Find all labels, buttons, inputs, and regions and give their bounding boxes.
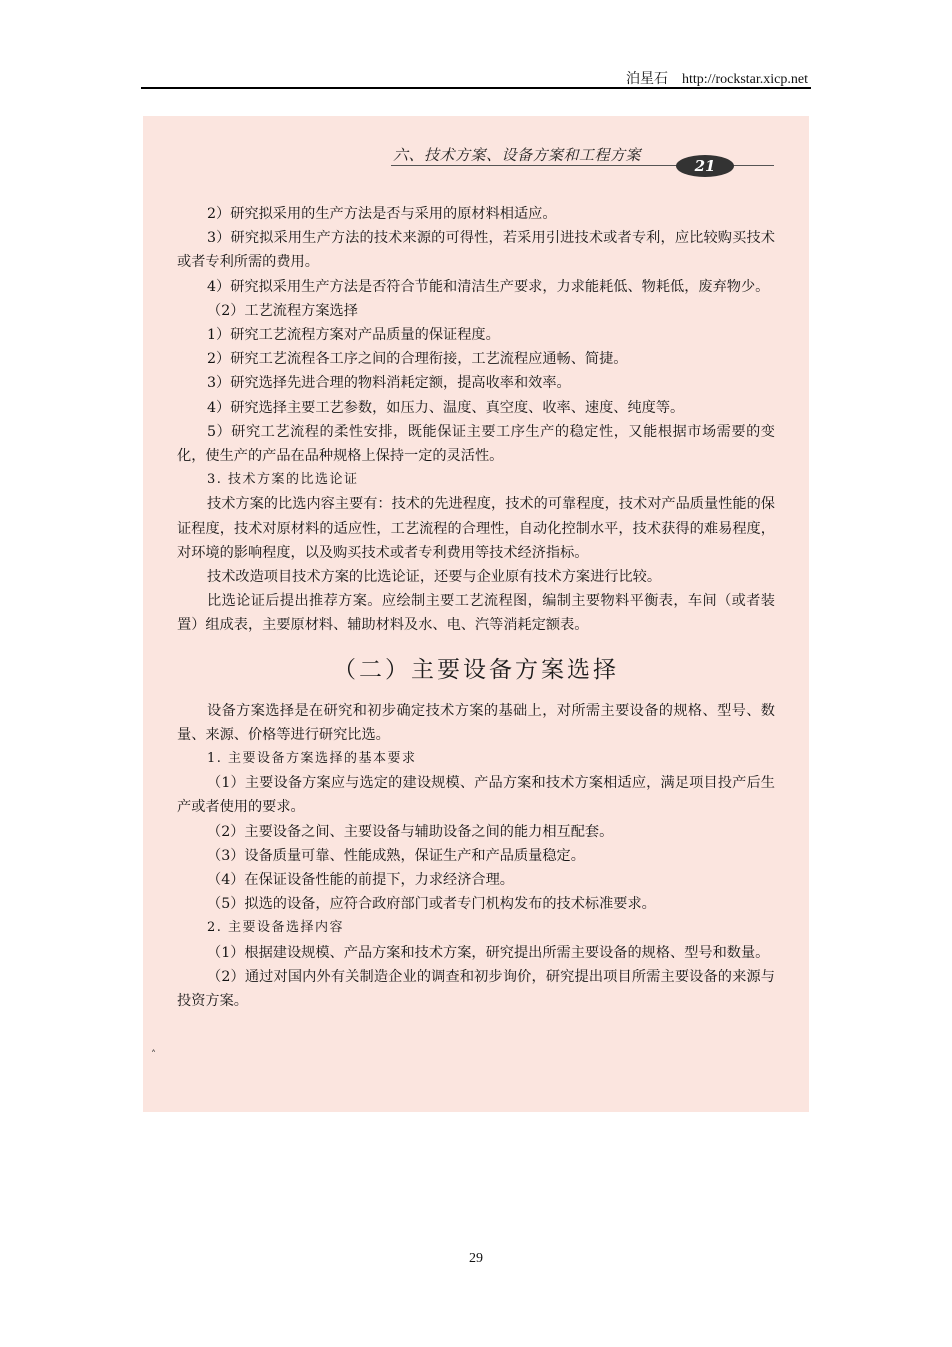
paragraph: 1）研究工艺流程方案对产品质量的保证程度。 [207,327,500,344]
paragraph: 2）研究拟采用的生产方法是否与采用的原材料相适应。 [207,206,557,222]
paragraph: （3）设备质量可靠、性能成熟，保证生产和产品质量稳定。 [207,847,585,864]
paragraph: 5）研究工艺流程的柔性安排，既能保证主要工序生产的稳定性，又能根据市场需要的变化，使生产的产品在品种规格上保持一定的灵活性。 [177,423,775,465]
header-site: 泊星石 [626,72,669,87]
paragraph: 技术方案的比选内容主要有：技术的先进程度，技术的可靠程度，技术对产品质量性能的保证程度，技术对原材料的适应性，工艺流程的合理性，自动化控制水平，技术获得的难易程度，对环境的影响程度，以及购买技术或者专利费用等技术经济指标。 [177,496,775,561]
paragraph: 4）研究选择主要工艺参数，如压力、温度、真空度、收率、速度、纯度等。 [207,399,685,416]
running-header [626,68,808,88]
scanned-page [143,116,809,1112]
paragraph: 4）研究拟采用生产方法是否符合节能和清洁生产要求，力求能耗低、物耗低，废弃物少。 [207,278,770,295]
scan-mark: ˄ [151,1050,156,1061]
paragraph: 3）研究选择先进合理的物料消耗定额，提高收率和效率。 [207,375,571,392]
subsection-heading: 2. 主要设备选择内容 [207,920,345,936]
paragraph: 3）研究拟采用生产方法的技术来源的可得性，若采用引进技术或者专利，应比较购买技术或者专利所需的费用。 [177,230,775,271]
paragraph: 技术改造项目技术方案的比选论证，还要与企业原有技术方案进行比较。 [207,569,662,586]
paragraph: 2）研究工艺流程各工序之间的合理衔接，工艺流程应通畅、简捷。 [207,351,628,368]
paragraph: （2）工艺流程方案选择 [207,302,358,319]
paragraph: （4）在保证设备性能的前提下，力求经济合理。 [207,872,514,889]
section-title: （二）主要设备方案选择 [333,656,619,683]
paragraph: （1）主要设备方案应与选定的建设规模、产品方案和技术方案相适应，满足项目投产后生产或者使用的要求。 [177,775,775,816]
paragraph: 比选论证后提出推荐方案。应绘制主要工艺流程图，编制主要物料平衡表，车间（或者装置）组成表，主要原材料、辅助材料及水、电、汽等消耗定额表。 [177,593,775,634]
subsection-heading: 3. 技术方案的比选论证 [207,472,359,488]
chapter-page-badge: 21 [676,155,734,177]
scan-body [177,202,775,1013]
paragraph: （2）主要设备之间、主要设备与辅助设备之间的能力相互配套。 [207,823,614,840]
subsection-heading: 1. 主要设备方案选择的基本要求 [207,751,417,767]
paragraph: 设备方案选择是在研究和初步确定技术方案的基础上，对所需主要设备的规格、型号、数量、来源、价格等进行研究比选。 [177,702,775,743]
paragraph: （5）拟选的设备，应符合政府部门或者专门机构发布的技术标准要求。 [207,896,656,913]
paragraph: （2）通过对国内外有关制造企业的调查和初步询价，研究提出项目所需主要设备的来源与投资方案。 [177,968,775,1010]
header-url[interactable]: http://rockstar.xicp.net [682,72,808,87]
page-number: 29 [469,1251,483,1266]
paragraph: （1）根据建设规模、产品方案和技术方案，研究提出所需主要设备的规格、型号和数量。 [207,944,770,961]
header-rule [141,87,811,89]
chapter-title: 六、技术方案、设备方案和工程方案 [393,146,642,164]
